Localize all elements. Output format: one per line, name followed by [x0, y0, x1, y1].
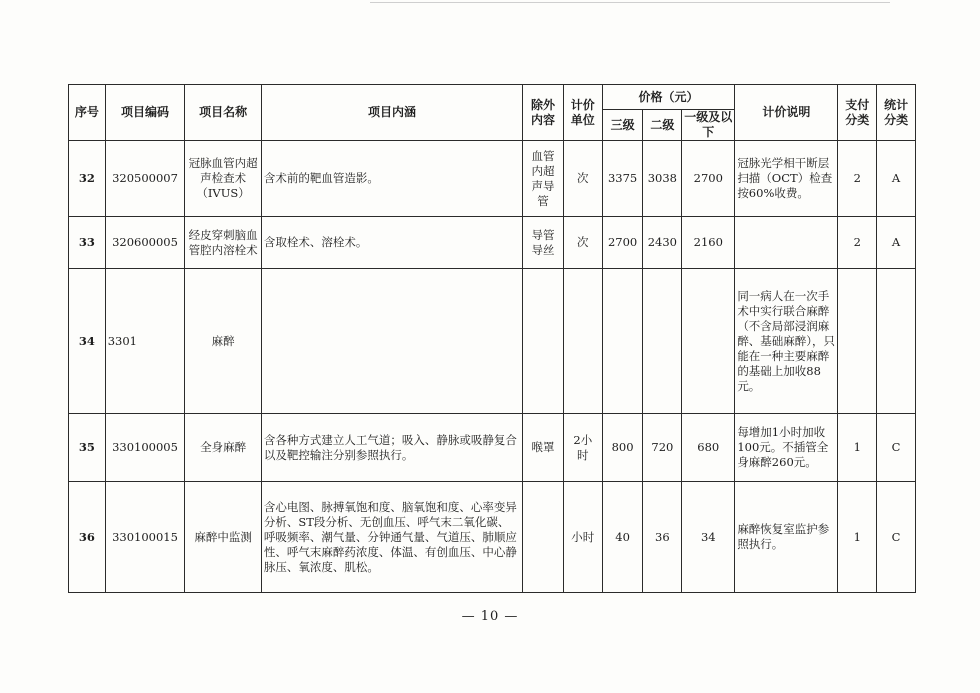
cell-code: 320500007: [105, 141, 185, 217]
cell-seq: 32: [69, 141, 106, 217]
header-level3: 三级: [602, 110, 643, 141]
cell-unit: 次: [563, 217, 602, 269]
table-row: [69, 217, 916, 269]
cell-unit: 小时: [563, 482, 602, 593]
cell-payment: 2: [838, 141, 877, 217]
cell-code: 3301: [105, 269, 185, 414]
cell-level2: [643, 269, 682, 414]
cell-content: 含术前的靶血管造影。: [261, 141, 522, 217]
cell-level3: 2700: [602, 217, 643, 269]
cell-name: 麻醉中监测: [185, 482, 262, 593]
cell-unit: 次: [563, 141, 602, 217]
cell-note: 每增加1小时加收100元。不插管全身麻醉260元。: [735, 414, 838, 482]
cell-name: 麻醉: [185, 269, 262, 414]
cell-level1: 2160: [682, 217, 735, 269]
cell-level2: 3038: [643, 141, 682, 217]
table-row: [69, 414, 916, 482]
cell-note: [735, 217, 838, 269]
cell-level3: 800: [602, 414, 643, 482]
cell-stat: A: [877, 217, 916, 269]
cell-name: 全身麻醉: [185, 414, 262, 482]
cell-name: 经皮穿刺脑血管腔内溶栓术: [185, 217, 262, 269]
cell-note: 冠脉光学相干断层扫描（OCT）检查按60%收费。: [735, 141, 838, 217]
cell-stat: A: [877, 141, 916, 217]
header-level1: 一级及以下: [682, 110, 735, 141]
cell-stat: [877, 269, 916, 414]
cell-code: 330100015: [105, 482, 185, 593]
cell-excluded: 喉罩: [523, 414, 564, 482]
header-code: 项目编码: [105, 85, 185, 141]
cell-excluded: [523, 269, 564, 414]
cell-code: 330100005: [105, 414, 185, 482]
cell-note: 同一病人在一次手术中实行联合麻醉（不含局部浸润麻醉、基础麻醉），只能在一种主要麻醉的基础上加收88元。: [735, 269, 838, 414]
cell-level1: 2700: [682, 141, 735, 217]
cell-seq: 36: [69, 482, 106, 593]
header-content: 项目内涵: [261, 85, 522, 141]
cell-level1: [682, 269, 735, 414]
table-row: [69, 269, 916, 414]
page-number: — 10 —: [461, 609, 519, 624]
cell-content: 含取栓术、溶栓术。: [261, 217, 522, 269]
cell-name: 冠脉血管内超声检查术（IVUS）: [185, 141, 262, 217]
cell-stat: C: [877, 414, 916, 482]
cell-code: 320600005: [105, 217, 185, 269]
cell-level2: 720: [643, 414, 682, 482]
table-row: [69, 482, 916, 593]
cell-seq: 33: [69, 217, 106, 269]
cell-level2: 36: [643, 482, 682, 593]
cell-content: [261, 269, 522, 414]
cell-note: 麻醉恢复室监护参照执行。: [735, 482, 838, 593]
header-excluded: 除外内容: [523, 85, 564, 141]
header-price-group: 价格（元）: [602, 85, 735, 110]
cell-content: 含心电图、脉搏氧饱和度、脑氧饱和度、心率变异分析、ST段分析、无创血压、呼气末二氧化碳、呼吸频率、潮气量、分钟通气量、气道压、肺顺应性、呼气末麻醉药浓度、体温、有创血压、中心静脉压、氧浓度、肌松。: [261, 482, 522, 593]
header-unit: 计价单位: [563, 85, 602, 141]
header-payment-category: 支付分类: [838, 85, 877, 141]
cell-payment: 1: [838, 482, 877, 593]
cell-payment: 1: [838, 414, 877, 482]
cell-seq: 35: [69, 414, 106, 482]
header-level2: 二级: [643, 110, 682, 141]
header-stat-category: 统计分类: [877, 85, 916, 141]
cell-excluded: 血管内超声导管: [523, 141, 564, 217]
cell-excluded: 导管导丝: [523, 217, 564, 269]
cell-level3: 40: [602, 482, 643, 593]
header-seq: 序号: [69, 85, 106, 141]
cell-level1: 34: [682, 482, 735, 593]
fee-schedule-table: [68, 84, 916, 593]
header-row: [69, 85, 916, 110]
cell-unit: [563, 269, 602, 414]
cell-unit: 2小时: [563, 414, 602, 482]
cell-level2: 2430: [643, 217, 682, 269]
scan-edge-line: [370, 2, 890, 3]
table-row: [69, 141, 916, 217]
cell-content: 含各种方式建立人工气道；吸入、静脉或吸静复合以及靶控输注分别参照执行。: [261, 414, 522, 482]
header-pricing-note: 计价说明: [735, 85, 838, 141]
cell-stat: C: [877, 482, 916, 593]
header-name: 项目名称: [185, 85, 262, 141]
cell-payment: 2: [838, 217, 877, 269]
cell-seq: 34: [69, 269, 106, 414]
cell-level1: 680: [682, 414, 735, 482]
cell-level3: 3375: [602, 141, 643, 217]
cell-payment: [838, 269, 877, 414]
cell-excluded: [523, 482, 564, 593]
cell-level3: [602, 269, 643, 414]
